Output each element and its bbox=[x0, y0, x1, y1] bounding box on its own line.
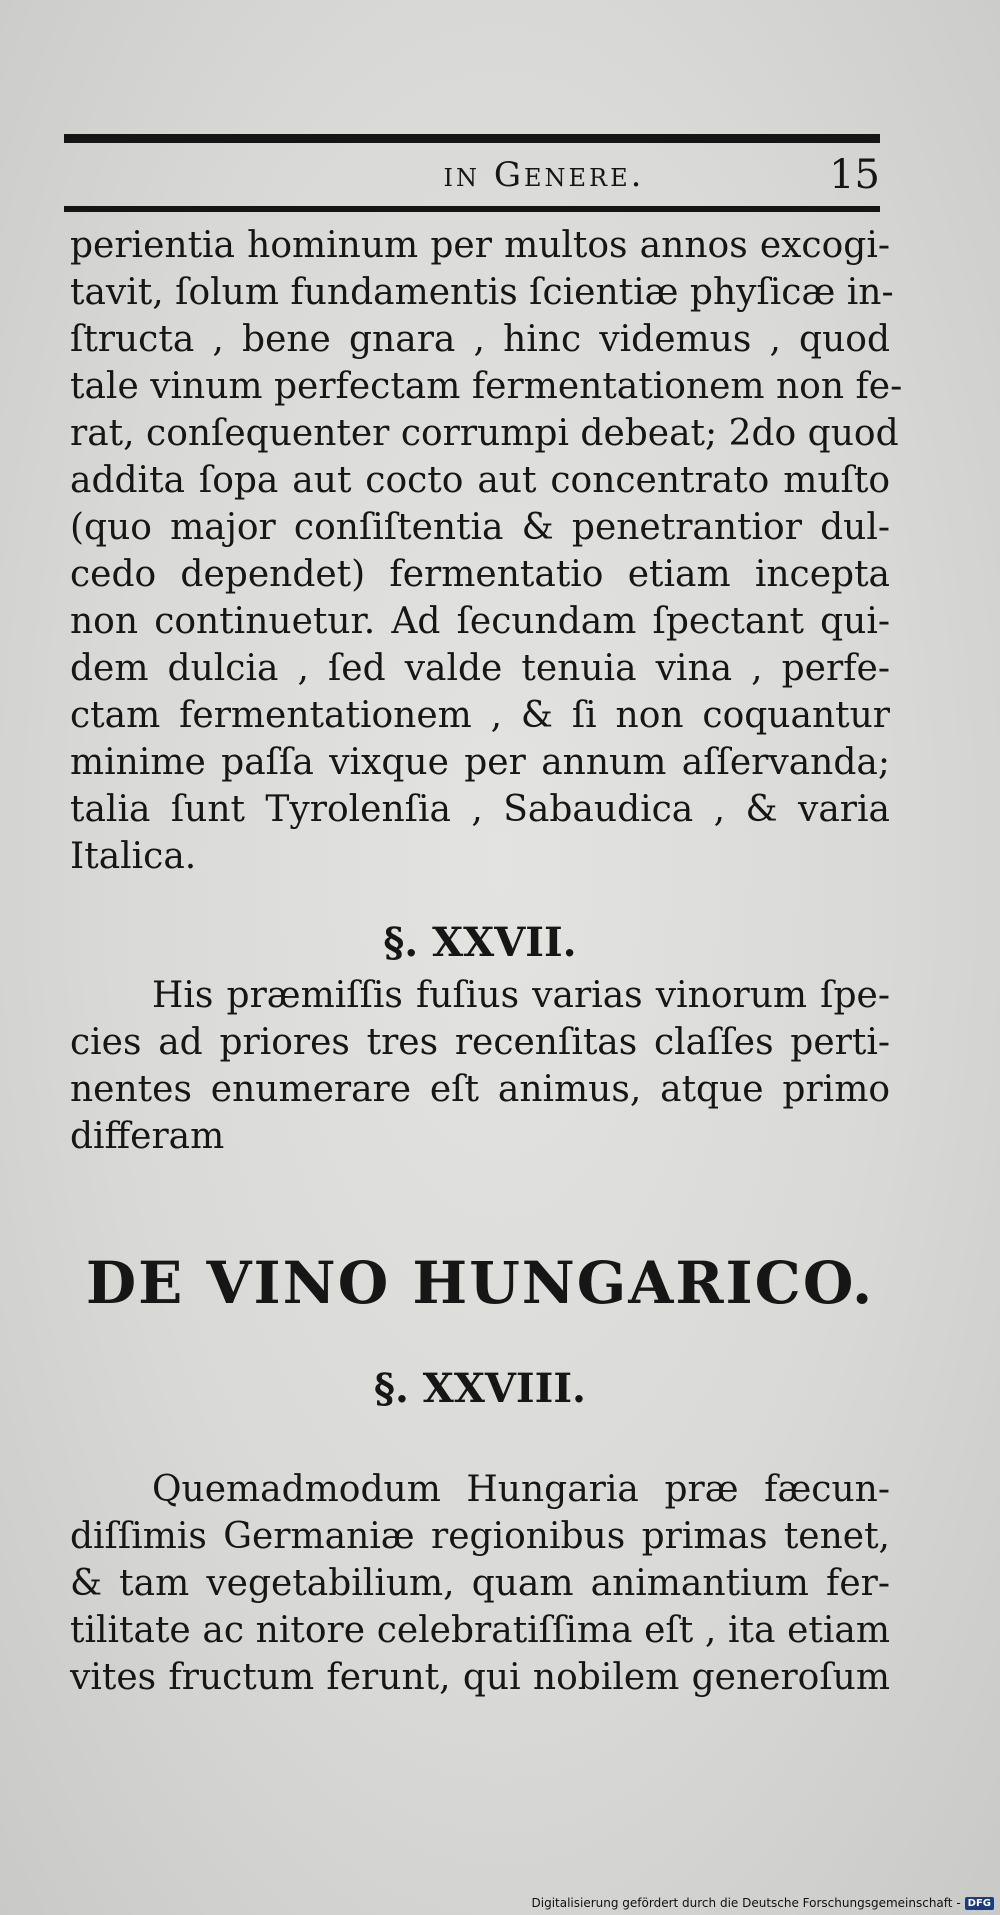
page-number: 15 bbox=[829, 152, 880, 198]
paragraph-3 bbox=[70, 1466, 890, 1701]
text-line: tilitate ac nitore celebratiſſima eſt , ita etiam bbox=[70, 1610, 890, 1651]
text-line: differam bbox=[70, 1116, 225, 1157]
section-number-27: §. XXVII. bbox=[383, 919, 577, 966]
text-line: talia ſunt Tyrolenſia , Sabaudica , & varia bbox=[70, 789, 890, 830]
running-head-title: in Genere. bbox=[443, 155, 645, 195]
running-head bbox=[64, 150, 880, 200]
text-line: vites fructum ferunt, qui nobilem generoſum bbox=[70, 1657, 890, 1698]
section-number-28: §. XXVIII. bbox=[374, 1365, 586, 1412]
text-line: non continuetur. Ad ſecundam ſpectant qui- bbox=[70, 601, 890, 642]
paragraph-2 bbox=[70, 972, 890, 1160]
text-line: (quo major conſiſtentia & penetrantior dul- bbox=[70, 507, 890, 548]
dfg-logo-badge: DFG bbox=[965, 1897, 994, 1910]
text-line: perientia hominum per multos annos excogi- bbox=[70, 225, 890, 266]
text-line: ſtructa , bene gnara , hinc videmus , quod bbox=[70, 319, 890, 360]
header-rule-bottom bbox=[64, 206, 880, 212]
text-line: minime paſſa vixque per annum aſſervanda; bbox=[70, 742, 890, 783]
text-line: cies ad priores tres recenſitas claſſes perti- bbox=[70, 1022, 890, 1063]
text-line: Italica. bbox=[70, 836, 197, 877]
text-line: His præmiſſis fuſius varias vinorum ſpe- bbox=[152, 975, 890, 1016]
paragraph-1 bbox=[70, 222, 903, 880]
digitization-footer bbox=[532, 1893, 995, 1913]
text-line: Quemadmodum Hungaria præ fæcun- bbox=[152, 1469, 890, 1510]
text-line: dem dulcia , ſed valde tenuia vina , perfe- bbox=[70, 648, 890, 689]
text-line: addita ſopa aut cocto aut concentrato muſto bbox=[70, 460, 890, 501]
text-line: & tam vegetabilium, quam animantium fer- bbox=[70, 1563, 890, 1604]
text-line: tale vinum perfectam fermentationem non fe- bbox=[70, 366, 903, 407]
text-line: diſſimis Germaniæ regionibus primas tenet, bbox=[70, 1516, 890, 1557]
header-rule-top bbox=[64, 134, 880, 143]
text-line: cedo dependet) fermentatio etiam incepta bbox=[70, 554, 890, 595]
chapter-heading: DE VINO HUNGARICO. bbox=[85, 1249, 875, 1317]
footer-credit-text: Digitalisierung gefördert durch die Deutsche Forschungsgemeinschaft - bbox=[531, 1896, 961, 1910]
text-line: rat, conſequenter corrumpi debeat; 2do quod bbox=[70, 413, 899, 454]
text-line: nentes enumerare eſt animus, atque primo bbox=[70, 1069, 890, 1110]
text-line: tavit, ſolum fundamentis ſcientiæ phyſicæ in- bbox=[70, 272, 894, 313]
text-line: ctam fermentationem , & ſi non coquantur bbox=[70, 695, 890, 736]
